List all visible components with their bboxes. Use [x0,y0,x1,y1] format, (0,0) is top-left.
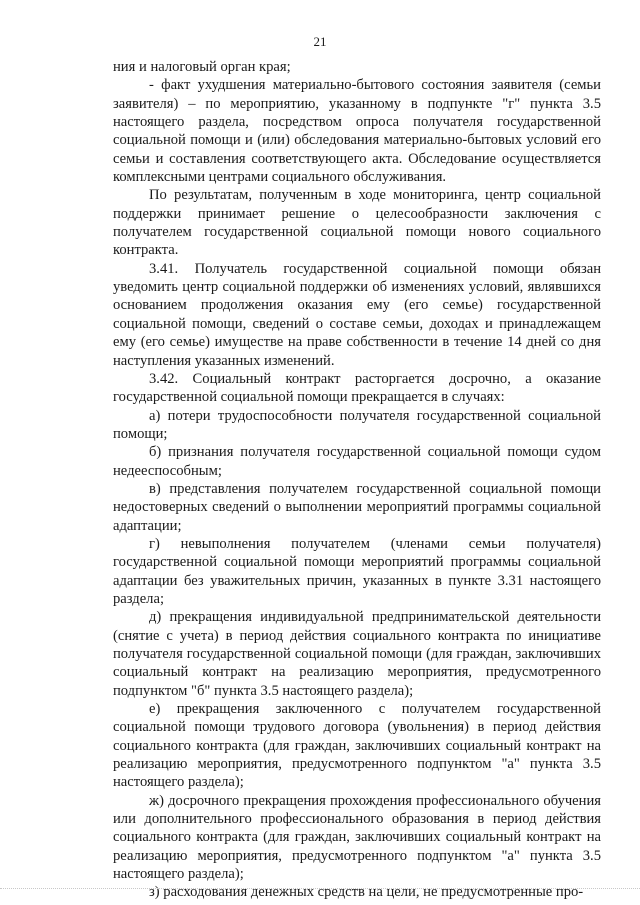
list-item-e: е) прекращения заключенного с получателем государственной социальной помощи трудового договора (увольнения) в период действия социального контракта (для граждан, заключивших социальный контракт на реализацию мероприятия, предусмотренного подпунктом "а" пункта 3.5 настоящего раздела); [113,701,601,791]
list-item-d: д) прекращения индивидуальной предпринимательской деятельности (снятие с учета) в период действия социального контракта по инициативе получателя государственной социальной помощи (для граждан, заключивших социальный контракт на реализацию мероприятия, предусмотренного подпунктом "б" пункта 3.5 настоящего раздела); [113,609,601,699]
scan-edge-artifact [0,888,640,890]
page-number: 21 [313,34,327,49]
paragraph-3-42: 3.42. Социальный контракт расторгается досрочно, а оказание государственной социальной помощи прекращается в случаях: [113,370,601,406]
paragraph-monitoring-fact: - факт ухудшения материально-бытового состояния заявителя (семьи заявителя) – по мероприятию, указанному в подпункте "г" пункта 3.5 настоящего раздела, посредством опроса получателя государственной социальной помощи и (или) обследования материально-бытовых условий его семьи и составления соответствующего акта. Обследование осуществляется комплексными центрами социального обслуживания. [113,77,601,186]
list-item-v: в) представления получателем государственной социальной помощи недостоверных сведений о выполнении мероприятий программы социальной адаптации; [113,480,601,534]
document-body [113,58,601,902]
list-item-g: г) невыполнения получателем (членами семьи получателя) государственной социальной помощи мероприятий программы социальной адаптации без уважительных причин, указанных в пункте 3.31 настоящего раздела; [113,535,601,607]
list-item-a: а) потери трудоспособности получателя государственной социальной помощи; [113,407,601,442]
list-item-b: б) признания получателя государственной социальной помощи судом недееспособным; [113,444,601,479]
paragraph-3-41: 3.41. Получатель государственной социальной помощи обязан уведомить центр социальной поддержки об изменениях условий, являвшихся основанием продолжения оказания ему (его семье) государственной социальной помощи, сведений о составе семьи, доходах и принадлежащем ему (его семье) имуществе на праве собственности в течение 14 дней со дня наступления указанных изменений. [113,260,601,369]
paragraph-monitoring-result: По результатам, полученным в ходе мониторинга, центр социальной поддержки принимает решение о целесообразности заключения с получателем государственной социальной помощи нового социального контракта. [113,187,601,259]
paragraph-continuation: ния и налоговый орган края; [113,59,291,75]
list-item-z: з) расходования денежных средств на цели, не предусмотренные про- [149,884,584,901]
list-item-zh: ж) досрочного прекращения прохождения профессионального обучения или дополнительного профессионального образования в период действия социального контракта (для граждан, заключивших социальный контракт на реализацию мероприятия, предусмотренного подпунктом "а" пункта 3.5 настоящего раздела); [113,792,601,883]
